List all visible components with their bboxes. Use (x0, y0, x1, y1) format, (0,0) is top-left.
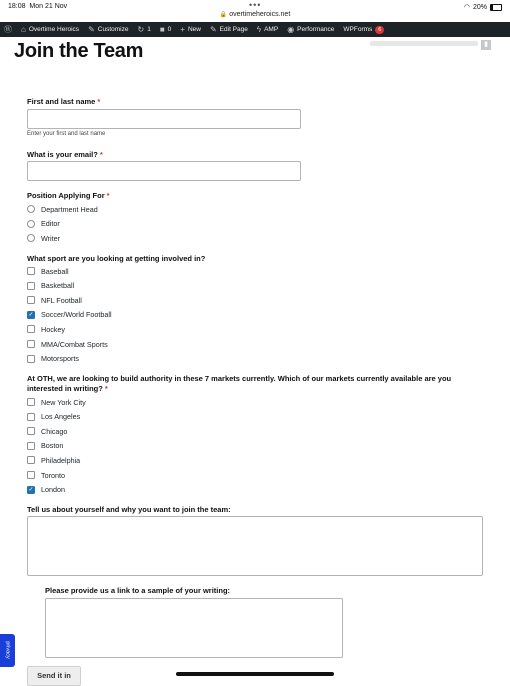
checkbox[interactable] (27, 442, 35, 450)
sport-label: What sport are you looking at getting involved in? (27, 254, 206, 263)
option-label: Los Angeles (41, 412, 81, 422)
checkbox[interactable] (27, 267, 35, 275)
option-label: Motorsports (41, 354, 79, 364)
name-label: First and last name * (27, 97, 101, 106)
market-option[interactable] (27, 440, 63, 452)
option-label: MMA/Combat Sports (41, 339, 108, 349)
brush-icon: ✎ (88, 25, 95, 34)
admin-bar-item[interactable] (4, 24, 12, 35)
admin-bar-label: AMP (264, 26, 279, 33)
option-label: New York City (41, 397, 86, 407)
option-label: Department Head (41, 204, 98, 214)
checkbox[interactable] (27, 413, 35, 421)
market-option[interactable] (27, 484, 65, 496)
avatar-icon[interactable]: ▮ (481, 40, 491, 50)
admin-bar-label: WPForms (343, 26, 373, 33)
option-label: Chicago (41, 426, 68, 436)
address-bar[interactable] (0, 11, 510, 18)
admin-bar-item[interactable] (210, 25, 248, 34)
lock-icon: 🔒 (219, 12, 228, 18)
option-label: Philadelphia (41, 455, 81, 465)
position-option[interactable] (27, 203, 98, 215)
admin-bar-item[interactable] (257, 25, 278, 34)
sport-option[interactable] (27, 294, 82, 306)
battery-percent: 20% (472, 3, 487, 11)
checkbox[interactable]: ✓ (28, 486, 34, 493)
admin-bar-item[interactable] (137, 25, 150, 34)
radio-button[interactable] (27, 220, 35, 228)
admin-bar-label: New (187, 26, 201, 33)
admin-bar-item[interactable] (287, 25, 334, 34)
admin-bar-label: Customize (97, 26, 129, 33)
notification-badge: 6 (375, 26, 384, 34)
battery-icon (490, 4, 502, 11)
market-option[interactable] (27, 411, 80, 423)
plus-icon: + (180, 25, 185, 34)
market-option[interactable] (27, 396, 86, 408)
option-label: Toronto (41, 470, 65, 480)
edit-icon: ✎ (209, 25, 217, 34)
checkbox[interactable] (27, 398, 35, 406)
email-input[interactable] (27, 161, 301, 181)
option-label: London (41, 485, 65, 495)
admin-bar-label: 0 (167, 26, 172, 33)
amp-icon: ϟ (256, 25, 262, 34)
name-hint: Enter your first and last name (27, 131, 106, 137)
checkbox[interactable] (27, 427, 35, 435)
search-bar-placeholder (370, 41, 478, 46)
privacy-label: privacy (4, 641, 11, 659)
admin-bar-label: Edit Page (219, 26, 248, 33)
url-text: overtimeheroics.net (229, 11, 291, 18)
status-indicators (464, 3, 502, 11)
radio-button[interactable] (27, 234, 35, 242)
about-label: Tell us about yourself and why you want to join the team: (27, 505, 231, 514)
admin-bar-item[interactable] (160, 25, 171, 34)
sport-option[interactable] (27, 338, 108, 350)
dashboard-icon: ⌂ (21, 25, 26, 34)
status-bar (0, 0, 510, 22)
market-option[interactable] (27, 425, 67, 437)
admin-bar-item[interactable] (180, 25, 201, 34)
position-label: Position Applying For * (27, 191, 110, 200)
status-time: 18:08 Mon 21 Nov (8, 3, 68, 10)
sport-option[interactable] (27, 323, 65, 335)
market-option[interactable] (27, 469, 65, 481)
page-title: Join the Team (14, 40, 144, 62)
admin-bar-label: Overtime Heroics (28, 26, 80, 33)
about-textarea[interactable] (27, 516, 483, 576)
sample-textarea[interactable] (45, 598, 343, 658)
position-option[interactable] (27, 232, 60, 244)
checkbox[interactable]: ✓ (28, 311, 34, 318)
checkbox[interactable] (27, 296, 35, 304)
tab-dots[interactable]: ••• (249, 0, 262, 10)
privacy-tab[interactable] (0, 634, 15, 667)
sport-option[interactable] (27, 309, 112, 321)
email-label: What is your email? * (27, 150, 103, 159)
sport-option[interactable] (27, 265, 69, 277)
checkbox[interactable] (27, 456, 35, 464)
radio-button[interactable] (27, 205, 35, 213)
markets-label: At OTH, we are looking to build authority in these 7 markets currently. Which of our markets currently available are you interested in writing? * (27, 374, 452, 393)
option-label: Writer (41, 233, 61, 243)
option-label: Hockey (41, 324, 65, 334)
name-input[interactable] (27, 109, 301, 129)
sport-option[interactable] (27, 280, 74, 292)
admin-bar-label: 1 (147, 26, 151, 33)
submit-button[interactable]: Send it in (27, 666, 81, 686)
wifi-icon: ◠ (463, 4, 470, 11)
comments-icon: ■ (159, 25, 165, 34)
option-label: Boston (41, 441, 64, 451)
position-option[interactable] (27, 218, 60, 230)
checkbox[interactable] (27, 325, 35, 333)
home-indicator (176, 672, 334, 676)
checkbox[interactable] (27, 471, 35, 479)
sport-option[interactable] (27, 353, 79, 365)
admin-bar-item[interactable] (343, 26, 384, 34)
admin-bar-item[interactable] (88, 25, 128, 34)
option-label: Soccer/World Football (41, 310, 112, 320)
updates-icon: ↻ (137, 25, 145, 34)
performance-icon: ◉ (287, 25, 295, 34)
admin-bar-item[interactable] (21, 25, 79, 34)
checkbox[interactable] (27, 340, 35, 348)
option-label: Baseball (41, 266, 69, 276)
checkbox[interactable] (27, 355, 35, 363)
admin-bar (0, 22, 510, 37)
option-label: Basketball (41, 281, 75, 291)
admin-bar-label: Performance (297, 26, 335, 33)
option-label: NFL Football (41, 295, 82, 305)
market-option[interactable] (27, 454, 80, 466)
sample-label: Please provide us a link to a sample of your writing: (45, 586, 231, 595)
wordpress-icon: Ⓦ (4, 25, 12, 34)
option-label: Editor (41, 219, 60, 229)
checkbox[interactable] (27, 282, 35, 290)
